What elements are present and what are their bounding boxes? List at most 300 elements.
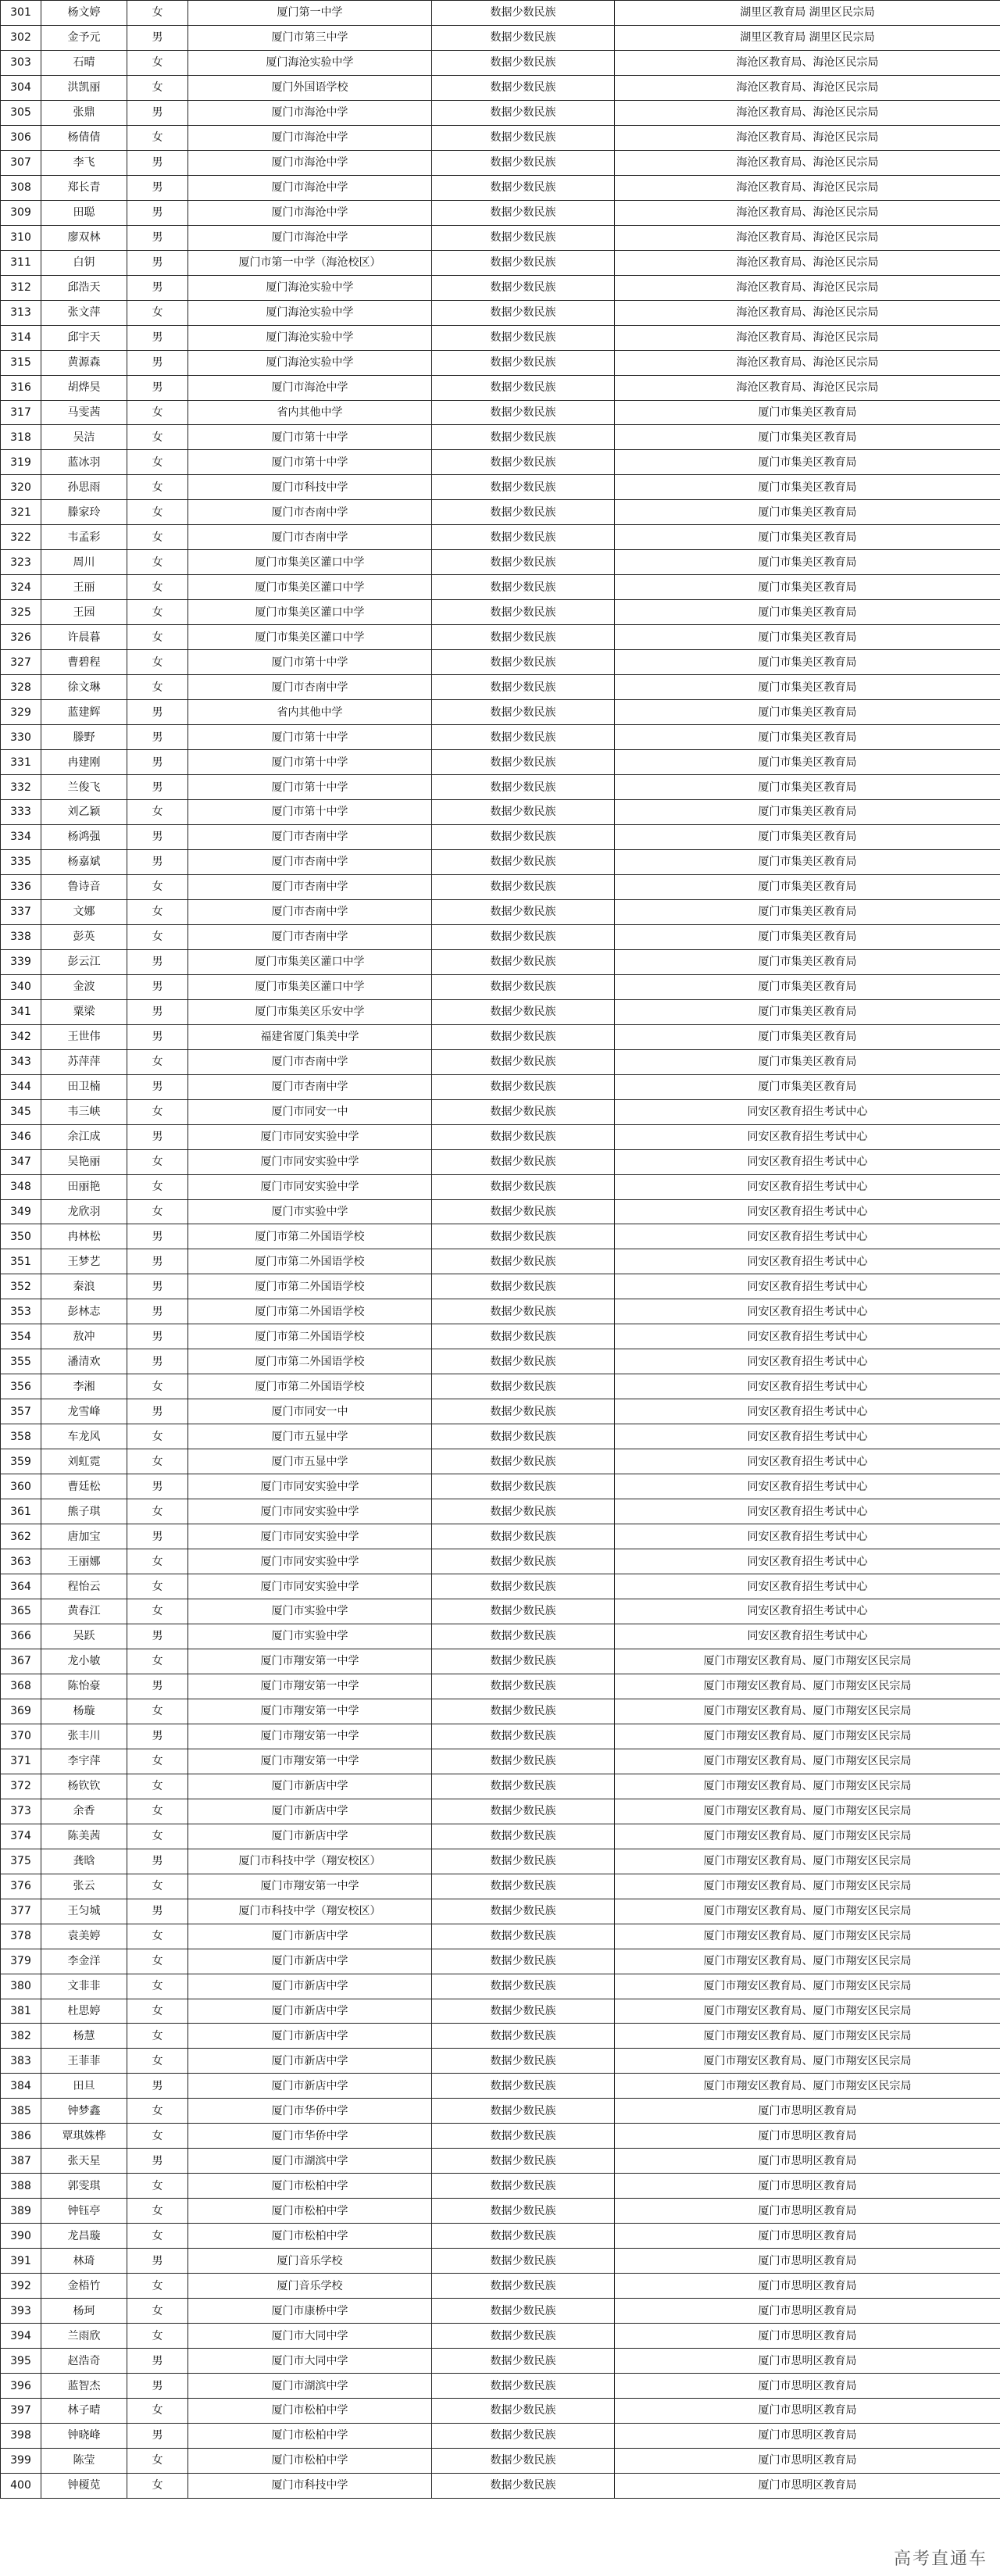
cell-gender: 女 — [127, 550, 188, 575]
cell-category: 数据少数民族 — [432, 1149, 615, 1174]
cell-department: 厦门市翔安区教育局、厦门市翔安区民宗局 — [615, 1949, 1000, 1974]
cell-number: 366 — [1, 1624, 41, 1649]
cell-gender: 男 — [127, 1024, 188, 1049]
cell-school: 厦门市新店中学 — [188, 1924, 432, 1949]
cell-gender: 男 — [127, 1274, 188, 1299]
cell-school: 厦门市新店中学 — [188, 1799, 432, 1824]
cell-name: 吴洁 — [41, 425, 127, 450]
cell-number: 365 — [1, 1599, 41, 1624]
cell-name: 王丽娜 — [41, 1549, 127, 1574]
table-row — [1, 175, 1000, 200]
cell-name: 唐加宝 — [41, 1524, 127, 1549]
cell-school: 厦门市第二外国语学校 — [188, 1324, 432, 1349]
cell-category: 数据少数民族 — [432, 575, 615, 600]
table-row — [1, 874, 1000, 899]
cell-name: 石晴 — [41, 50, 127, 75]
cell-gender: 女 — [127, 2274, 188, 2299]
cell-department: 厦门市集美区教育局 — [615, 1024, 1000, 1049]
table-row — [1, 475, 1000, 500]
cell-school: 厦门市第十中学 — [188, 450, 432, 475]
cell-department: 同安区教育招生考试中心 — [615, 1324, 1000, 1349]
table-body — [1, 1, 1000, 2499]
cell-school: 厦门市第二外国语学校 — [188, 1349, 432, 1374]
cell-school: 厦门市翔安第一中学 — [188, 1724, 432, 1749]
cell-number: 303 — [1, 50, 41, 75]
cell-department: 厦门市翔安区教育局、厦门市翔安区民宗局 — [615, 2074, 1000, 2099]
cell-category: 数据少数民族 — [432, 375, 615, 400]
table-row — [1, 1799, 1000, 1824]
cell-gender: 女 — [127, 675, 188, 700]
cell-number: 382 — [1, 2024, 41, 2049]
cell-category: 数据少数民族 — [432, 1174, 615, 1199]
cell-school: 厦门市海沧中学 — [188, 125, 432, 150]
table-row — [1, 1624, 1000, 1649]
cell-number: 335 — [1, 849, 41, 874]
cell-department: 厦门市翔安区教育局、厦门市翔安区民宗局 — [615, 1774, 1000, 1799]
cell-department: 厦门市集美区教育局 — [615, 525, 1000, 550]
cell-category: 数据少数民族 — [432, 1524, 615, 1549]
cell-name: 张天星 — [41, 2149, 127, 2174]
cell-name: 杨珂 — [41, 2299, 127, 2324]
table-row — [1, 1499, 1000, 1524]
cell-department: 同安区教育招生考试中心 — [615, 1274, 1000, 1299]
cell-number: 380 — [1, 1974, 41, 1999]
cell-school: 厦门市新店中学 — [188, 2024, 432, 2049]
cell-name: 冉建刚 — [41, 750, 127, 775]
cell-department: 厦门市翔安区教育局、厦门市翔安区民宗局 — [615, 1974, 1000, 1999]
cell-school: 厦门市集美区灌口中学 — [188, 625, 432, 650]
cell-name: 吴艳丽 — [41, 1149, 127, 1174]
cell-gender: 女 — [127, 1, 188, 26]
cell-department: 同安区教育招生考试中心 — [615, 1549, 1000, 1574]
cell-school: 厦门市松柏中学 — [188, 2448, 432, 2473]
cell-school: 厦门市杏南中学 — [188, 824, 432, 849]
cell-number: 353 — [1, 1299, 41, 1324]
cell-gender: 男 — [127, 325, 188, 350]
cell-category: 数据少数民族 — [432, 2074, 615, 2099]
cell-gender: 女 — [127, 50, 188, 75]
cell-name: 刘乙颖 — [41, 800, 127, 825]
cell-school: 厦门市新店中学 — [188, 1824, 432, 1849]
cell-name: 郭雯琪 — [41, 2174, 127, 2199]
cell-gender: 男 — [127, 1299, 188, 1324]
cell-gender: 女 — [127, 1774, 188, 1799]
cell-gender: 男 — [127, 974, 188, 999]
cell-gender: 女 — [127, 450, 188, 475]
cell-number: 394 — [1, 2324, 41, 2349]
cell-gender: 女 — [127, 1974, 188, 1999]
table-row — [1, 2024, 1000, 2049]
cell-department: 厦门市集美区教育局 — [615, 425, 1000, 450]
cell-gender: 女 — [127, 1574, 188, 1599]
cell-number: 368 — [1, 1674, 41, 1699]
cell-category: 数据少数民族 — [432, 425, 615, 450]
cell-name: 洪凯丽 — [41, 75, 127, 100]
cell-department: 同安区教育招生考试中心 — [615, 1349, 1000, 1374]
cell-name: 杨璇 — [41, 1699, 127, 1724]
cell-school: 厦门海沧实验中学 — [188, 50, 432, 75]
cell-name: 邱浩天 — [41, 275, 127, 300]
cell-name: 曹碧程 — [41, 650, 127, 675]
cell-number: 391 — [1, 2249, 41, 2274]
cell-number: 314 — [1, 325, 41, 350]
cell-category: 数据少数民族 — [432, 1674, 615, 1699]
cell-gender: 女 — [127, 2049, 188, 2074]
cell-gender: 男 — [127, 100, 188, 125]
cell-gender: 女 — [127, 500, 188, 525]
cell-department: 同安区教育招生考试中心 — [615, 1374, 1000, 1399]
cell-number: 330 — [1, 725, 41, 750]
cell-school: 厦门市集美区灌口中学 — [188, 974, 432, 999]
cell-number: 326 — [1, 625, 41, 650]
table-row — [1, 2473, 1000, 2498]
cell-category: 数据少数民族 — [432, 1199, 615, 1224]
table-row — [1, 2299, 1000, 2324]
cell-gender: 女 — [127, 1649, 188, 1674]
cell-number: 360 — [1, 1474, 41, 1499]
cell-name: 杨钦钦 — [41, 1774, 127, 1799]
cell-name: 余香 — [41, 1799, 127, 1824]
cell-gender: 男 — [127, 175, 188, 200]
cell-department: 厦门市翔安区教育局、厦门市翔安区民宗局 — [615, 1899, 1000, 1924]
cell-category: 数据少数民族 — [432, 1624, 615, 1649]
cell-number: 376 — [1, 1874, 41, 1899]
cell-gender: 女 — [127, 1449, 188, 1474]
table-row — [1, 2399, 1000, 2424]
table-row — [1, 1924, 1000, 1949]
cell-school: 厦门市同安一中 — [188, 1099, 432, 1124]
cell-number: 400 — [1, 2473, 41, 2498]
cell-number: 389 — [1, 2199, 41, 2224]
cell-category: 数据少数民族 — [432, 2349, 615, 2374]
cell-school: 厦门市新店中学 — [188, 1949, 432, 1974]
cell-school: 厦门市同安实验中学 — [188, 1174, 432, 1199]
cell-category: 数据少数民族 — [432, 1274, 615, 1299]
cell-department: 厦门市思明区教育局 — [615, 2224, 1000, 2249]
cell-department: 厦门市集美区教育局 — [615, 625, 1000, 650]
cell-school: 厦门市松柏中学 — [188, 2423, 432, 2448]
cell-department: 厦门市集美区教育局 — [615, 600, 1000, 625]
cell-category: 数据少数民族 — [432, 650, 615, 675]
cell-department: 厦门市集美区教育局 — [615, 650, 1000, 675]
cell-name: 郑长青 — [41, 175, 127, 200]
cell-category: 数据少数民族 — [432, 2099, 615, 2124]
table-row — [1, 2224, 1000, 2249]
table-row — [1, 1024, 1000, 1049]
cell-number: 356 — [1, 1374, 41, 1399]
table-row — [1, 974, 1000, 999]
cell-name: 龚晗 — [41, 1849, 127, 1874]
cell-gender: 女 — [127, 525, 188, 550]
cell-number: 387 — [1, 2149, 41, 2174]
cell-gender: 女 — [127, 1174, 188, 1199]
cell-gender: 女 — [127, 475, 188, 500]
table-row — [1, 999, 1000, 1024]
cell-category: 数据少数民族 — [432, 225, 615, 250]
cell-gender: 男 — [127, 775, 188, 800]
cell-number: 329 — [1, 700, 41, 725]
cell-gender: 男 — [127, 150, 188, 175]
cell-name: 文娜 — [41, 899, 127, 924]
cell-department: 厦门市集美区教育局 — [615, 899, 1000, 924]
cell-category: 数据少数民族 — [432, 1399, 615, 1424]
cell-gender: 男 — [127, 1849, 188, 1874]
table-row — [1, 2274, 1000, 2299]
cell-category: 数据少数民族 — [432, 1499, 615, 1524]
cell-number: 357 — [1, 1399, 41, 1424]
cell-category: 数据少数民族 — [432, 2448, 615, 2473]
cell-number: 311 — [1, 250, 41, 275]
cell-number: 386 — [1, 2124, 41, 2149]
cell-school: 厦门市同安实验中学 — [188, 1574, 432, 1599]
cell-name: 吴跃 — [41, 1624, 127, 1649]
table-row — [1, 1549, 1000, 1574]
cell-category: 数据少数民族 — [432, 1074, 615, 1099]
cell-name: 程怡云 — [41, 1574, 127, 1599]
table-row — [1, 2074, 1000, 2099]
cell-gender: 男 — [127, 275, 188, 300]
cell-department: 同安区教育招生考试中心 — [615, 1424, 1000, 1449]
table-row — [1, 1974, 1000, 1999]
cell-department: 厦门市翔安区教育局、厦门市翔安区民宗局 — [615, 1649, 1000, 1674]
cell-department: 厦门市集美区教育局 — [615, 800, 1000, 825]
cell-number: 381 — [1, 1999, 41, 2024]
cell-name: 王园 — [41, 600, 127, 625]
cell-department: 同安区教育招生考试中心 — [615, 1499, 1000, 1524]
cell-category: 数据少数民族 — [432, 1474, 615, 1499]
cell-department: 海沧区教育局、海沧区民宗局 — [615, 175, 1000, 200]
cell-gender: 男 — [127, 1624, 188, 1649]
table-row — [1, 2448, 1000, 2473]
cell-number: 304 — [1, 75, 41, 100]
cell-gender: 女 — [127, 899, 188, 924]
cell-number: 318 — [1, 425, 41, 450]
cell-category: 数据少数民族 — [432, 2049, 615, 2074]
cell-number: 396 — [1, 2374, 41, 2399]
cell-gender: 男 — [127, 1224, 188, 1249]
cell-school: 厦门市杏南中学 — [188, 500, 432, 525]
cell-department: 厦门市思明区教育局 — [615, 2124, 1000, 2149]
cell-school: 厦门市五显中学 — [188, 1424, 432, 1449]
table-row — [1, 575, 1000, 600]
cell-name: 鲁诗音 — [41, 874, 127, 899]
cell-school: 厦门市实验中学 — [188, 1199, 432, 1224]
cell-category: 数据少数民族 — [432, 1649, 615, 1674]
cell-category: 数据少数民族 — [432, 2374, 615, 2399]
cell-number: 342 — [1, 1024, 41, 1049]
cell-gender: 女 — [127, 2473, 188, 2498]
cell-gender: 男 — [127, 225, 188, 250]
cell-name: 金梧竹 — [41, 2274, 127, 2299]
cell-school: 厦门市同安实验中学 — [188, 1524, 432, 1549]
table-row — [1, 1099, 1000, 1124]
cell-gender: 女 — [127, 924, 188, 949]
cell-department: 厦门市翔安区教育局、厦门市翔安区民宗局 — [615, 1749, 1000, 1774]
table-row — [1, 600, 1000, 625]
cell-category: 数据少数民族 — [432, 1224, 615, 1249]
cell-gender: 女 — [127, 1549, 188, 1574]
cell-category: 数据少数民族 — [432, 2423, 615, 2448]
cell-school: 厦门市第十中学 — [188, 650, 432, 675]
cell-department: 厦门市翔安区教育局、厦门市翔安区民宗局 — [615, 1849, 1000, 1874]
table-row — [1, 1949, 1000, 1974]
table-row — [1, 2324, 1000, 2349]
cell-name: 刘虹霓 — [41, 1449, 127, 1474]
cell-department: 厦门市集美区教育局 — [615, 500, 1000, 525]
cell-number: 398 — [1, 2423, 41, 2448]
cell-number: 364 — [1, 1574, 41, 1599]
cell-school: 厦门市五显中学 — [188, 1449, 432, 1474]
cell-category: 数据少数民族 — [432, 824, 615, 849]
cell-number: 373 — [1, 1799, 41, 1824]
cell-department: 厦门市翔安区教育局、厦门市翔安区民宗局 — [615, 2049, 1000, 2074]
table-row — [1, 1399, 1000, 1424]
cell-department: 厦门市集美区教育局 — [615, 824, 1000, 849]
cell-department: 海沧区教育局、海沧区民宗局 — [615, 300, 1000, 325]
cell-name: 黄源森 — [41, 350, 127, 375]
cell-department: 厦门市集美区教育局 — [615, 849, 1000, 874]
cell-department: 厦门市集美区教育局 — [615, 675, 1000, 700]
table-row — [1, 1749, 1000, 1774]
cell-department: 同安区教育招生考试中心 — [615, 1299, 1000, 1324]
cell-category: 数据少数民族 — [432, 2299, 615, 2324]
cell-gender: 男 — [127, 2374, 188, 2399]
table-row — [1, 425, 1000, 450]
table-row — [1, 50, 1000, 75]
cell-number: 347 — [1, 1149, 41, 1174]
cell-name: 彭林志 — [41, 1299, 127, 1324]
table-row — [1, 1474, 1000, 1499]
cell-number: 352 — [1, 1274, 41, 1299]
cell-name: 冉林松 — [41, 1224, 127, 1249]
cell-category: 数据少数民族 — [432, 175, 615, 200]
cell-category: 数据少数民族 — [432, 2249, 615, 2274]
table-row — [1, 2349, 1000, 2374]
table-row — [1, 2199, 1000, 2224]
table-row — [1, 100, 1000, 125]
cell-number: 340 — [1, 974, 41, 999]
cell-category: 数据少数民族 — [432, 2024, 615, 2049]
table-row — [1, 1424, 1000, 1449]
cell-school: 厦门市海沧中学 — [188, 175, 432, 200]
cell-school: 厦门市第三中学 — [188, 25, 432, 50]
cell-gender: 男 — [127, 949, 188, 974]
cell-number: 388 — [1, 2174, 41, 2199]
cell-department: 厦门市翔安区教育局、厦门市翔安区民宗局 — [615, 1699, 1000, 1724]
table-row — [1, 2124, 1000, 2149]
cell-category: 数据少数民族 — [432, 500, 615, 525]
table-row — [1, 325, 1000, 350]
cell-number: 309 — [1, 200, 41, 225]
cell-category: 数据少数民族 — [432, 100, 615, 125]
cell-category: 数据少数民族 — [432, 1449, 615, 1474]
cell-gender: 男 — [127, 1349, 188, 1374]
cell-number: 317 — [1, 400, 41, 425]
cell-department: 同安区教育招生考试中心 — [615, 1599, 1000, 1624]
cell-category: 数据少数民族 — [432, 450, 615, 475]
cell-category: 数据少数民族 — [432, 849, 615, 874]
cell-department: 厦门市思明区教育局 — [615, 2448, 1000, 2473]
cell-number: 333 — [1, 800, 41, 825]
cell-category: 数据少数民族 — [432, 1574, 615, 1599]
table-row — [1, 375, 1000, 400]
cell-number: 348 — [1, 1174, 41, 1199]
cell-school: 福建省厦门集美中学 — [188, 1024, 432, 1049]
table-row — [1, 849, 1000, 874]
cell-school: 厦门市科技中学 — [188, 2473, 432, 2498]
cell-category: 数据少数民族 — [432, 1, 615, 26]
table-row — [1, 675, 1000, 700]
cell-number: 358 — [1, 1424, 41, 1449]
cell-category: 数据少数民族 — [432, 1924, 615, 1949]
cell-name: 林子晴 — [41, 2399, 127, 2424]
table-row — [1, 1699, 1000, 1724]
cell-department: 同安区教育招生考试中心 — [615, 1524, 1000, 1549]
cell-gender: 女 — [127, 1374, 188, 1399]
cell-name: 车龙风 — [41, 1424, 127, 1449]
cell-department: 湖里区教育局 湖里区民宗局 — [615, 1, 1000, 26]
cell-school: 厦门市第二外国语学校 — [188, 1249, 432, 1274]
cell-number: 327 — [1, 650, 41, 675]
cell-number: 336 — [1, 874, 41, 899]
cell-gender: 女 — [127, 1949, 188, 1974]
cell-name: 潘清欢 — [41, 1349, 127, 1374]
cell-department: 海沧区教育局、海沧区民宗局 — [615, 250, 1000, 275]
cell-category: 数据少数民族 — [432, 200, 615, 225]
cell-category: 数据少数民族 — [432, 974, 615, 999]
cell-gender: 男 — [127, 1899, 188, 1924]
cell-department: 同安区教育招生考试中心 — [615, 1174, 1000, 1199]
cell-school: 省内其他中学 — [188, 400, 432, 425]
table-row — [1, 899, 1000, 924]
cell-gender: 男 — [127, 700, 188, 725]
cell-department: 厦门市翔安区教育局、厦门市翔安区民宗局 — [615, 1799, 1000, 1824]
cell-school: 厦门市翔安第一中学 — [188, 1699, 432, 1724]
cell-name: 粟梁 — [41, 999, 127, 1024]
cell-number: 377 — [1, 1899, 41, 1924]
cell-school: 厦门外国语学校 — [188, 75, 432, 100]
cell-school: 厦门市第十中学 — [188, 800, 432, 825]
cell-department: 厦门市集美区教育局 — [615, 700, 1000, 725]
cell-category: 数据少数民族 — [432, 350, 615, 375]
table-row — [1, 1074, 1000, 1099]
table-row — [1, 2149, 1000, 2174]
cell-gender: 女 — [127, 625, 188, 650]
cell-department: 海沧区教育局、海沧区民宗局 — [615, 50, 1000, 75]
cell-gender: 男 — [127, 2149, 188, 2174]
cell-school: 厦门市翔安第一中学 — [188, 1874, 432, 1899]
table-row — [1, 725, 1000, 750]
cell-gender: 男 — [127, 350, 188, 375]
cell-gender: 女 — [127, 400, 188, 425]
cell-number: 306 — [1, 125, 41, 150]
cell-gender: 女 — [127, 1749, 188, 1774]
cell-name: 滕家玲 — [41, 500, 127, 525]
cell-school: 厦门市杏南中学 — [188, 1049, 432, 1074]
cell-department: 湖里区教育局 湖里区民宗局 — [615, 25, 1000, 50]
cell-number: 324 — [1, 575, 41, 600]
cell-gender: 男 — [127, 2074, 188, 2099]
cell-number: 361 — [1, 1499, 41, 1524]
cell-gender: 女 — [127, 1099, 188, 1124]
cell-number: 383 — [1, 2049, 41, 2074]
cell-number: 363 — [1, 1549, 41, 1574]
table-row — [1, 1449, 1000, 1474]
table-row — [1, 1724, 1000, 1749]
cell-school: 厦门第一中学 — [188, 1, 432, 26]
cell-school: 厦门市第二外国语学校 — [188, 1274, 432, 1299]
cell-number: 315 — [1, 350, 41, 375]
